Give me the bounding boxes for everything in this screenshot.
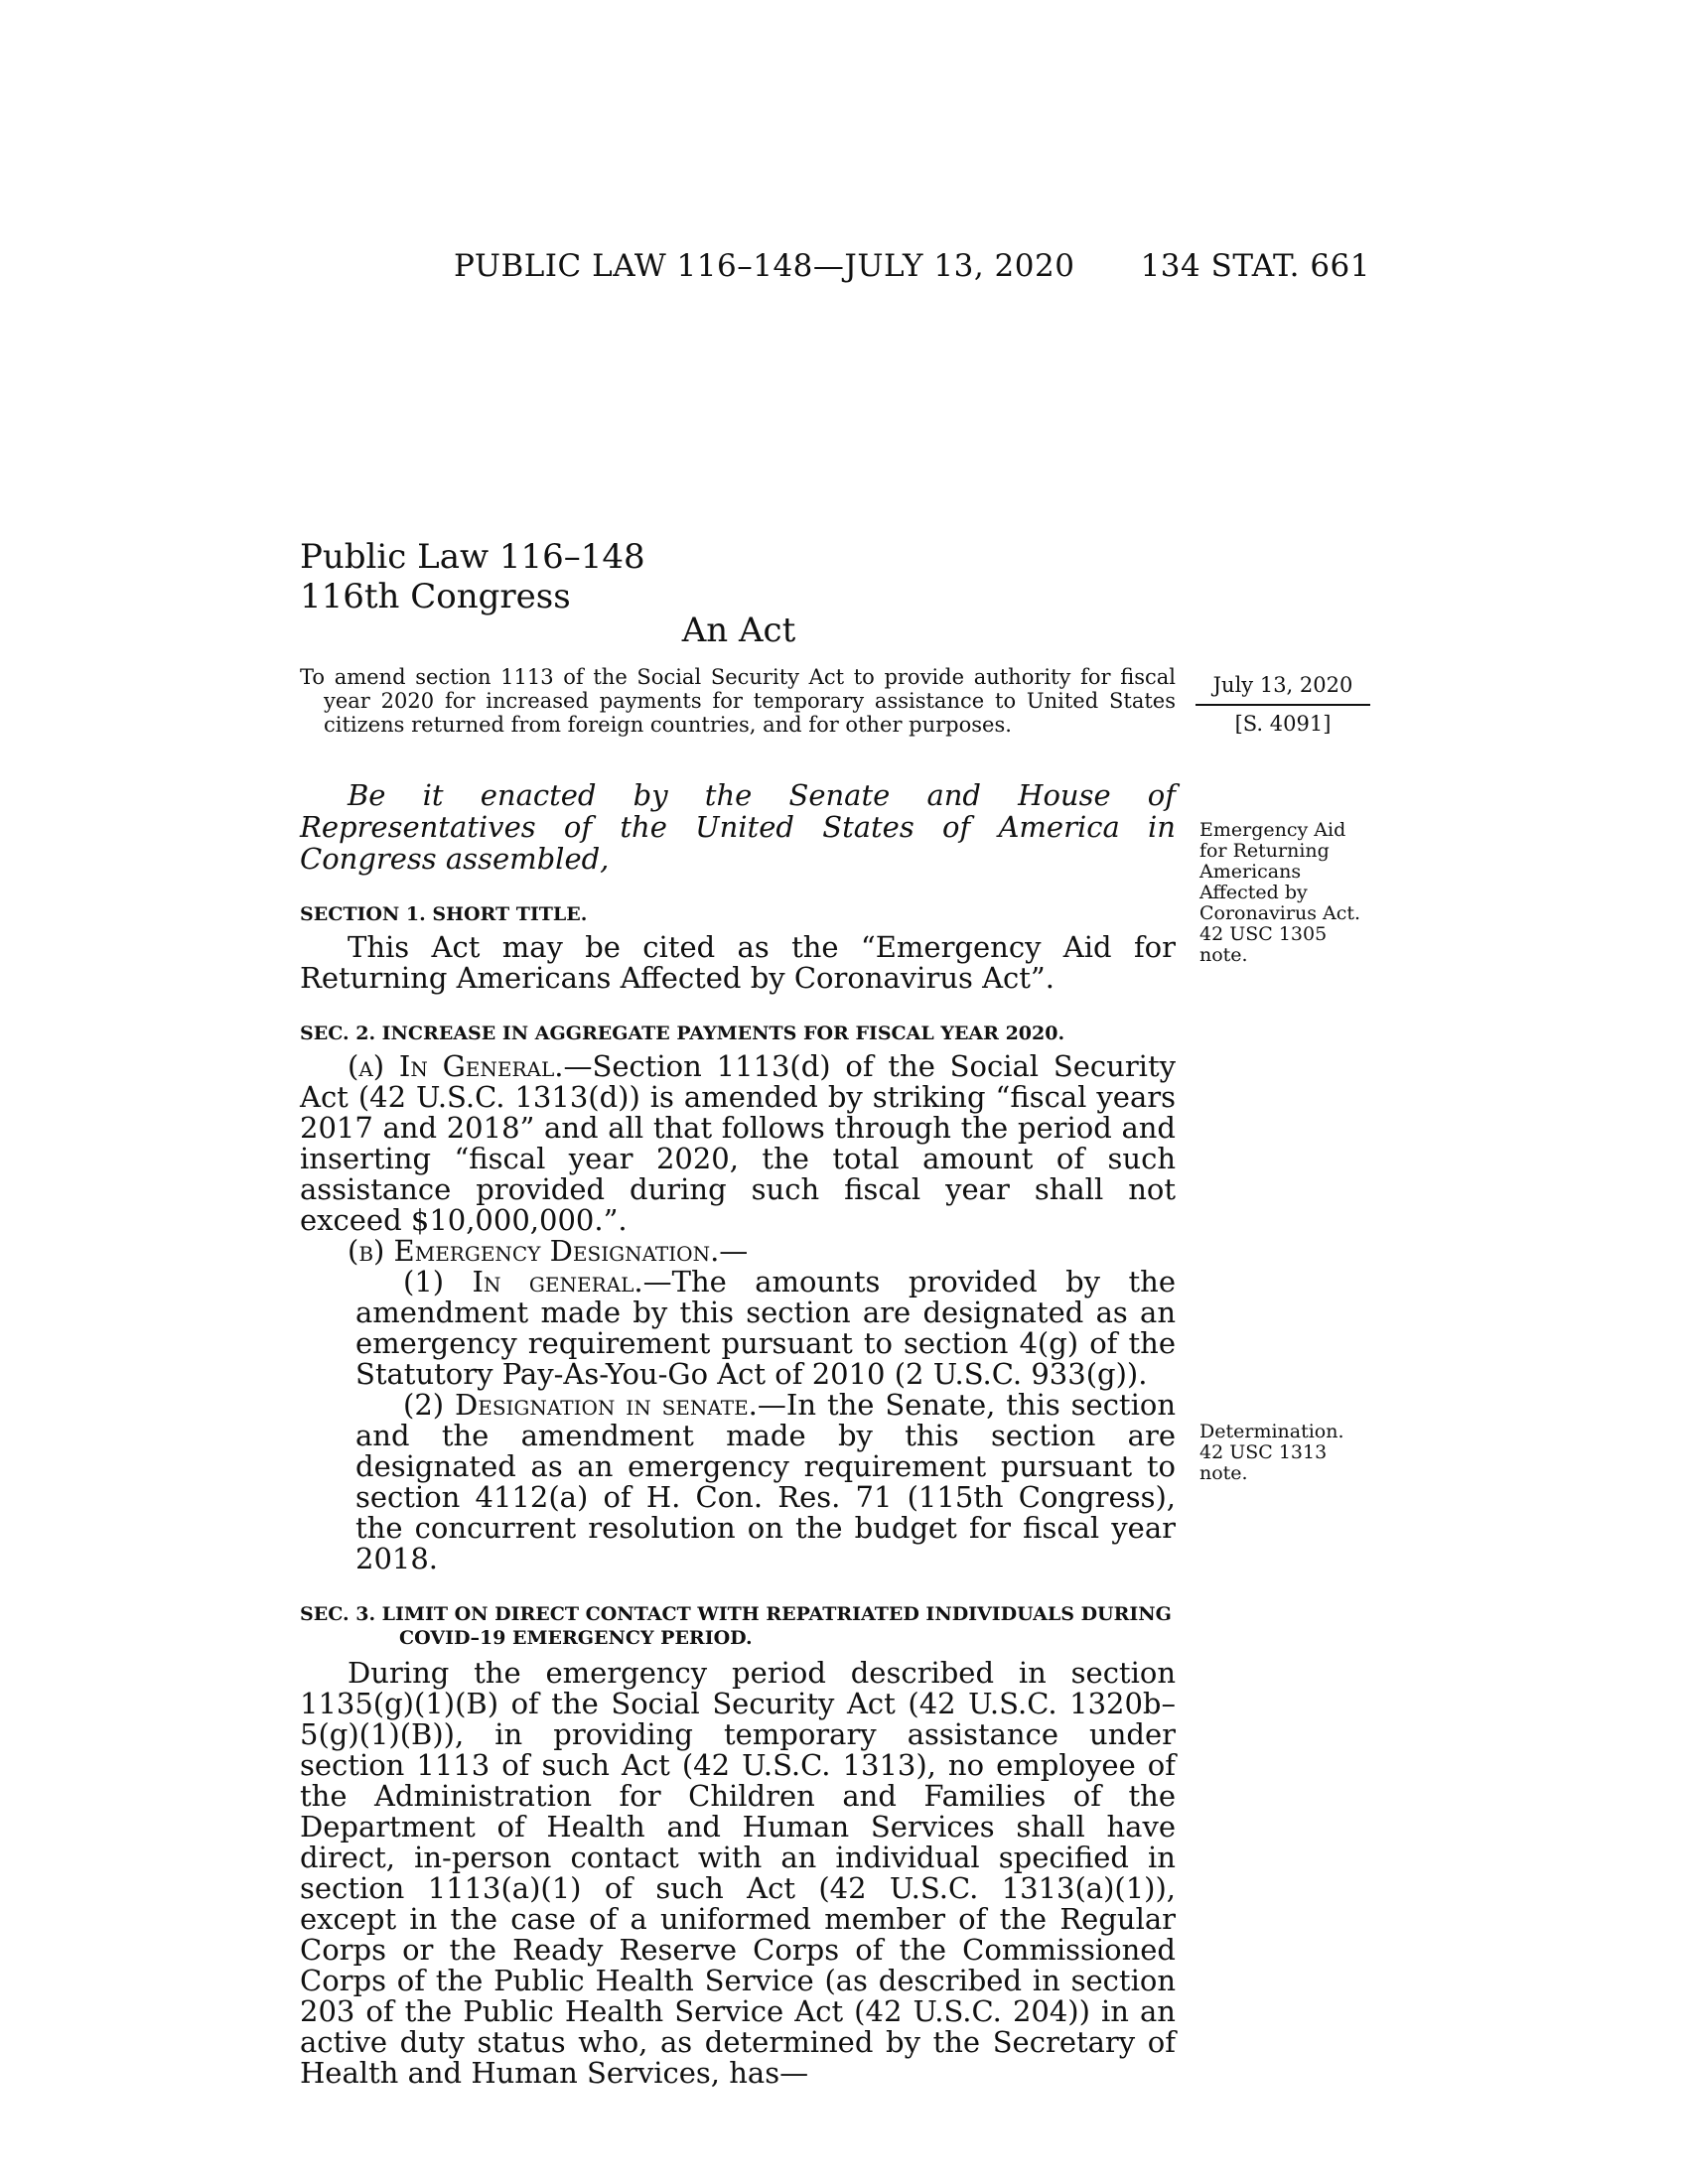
section-2a-text: Section 1113(d) of the Social Security Act (42 U.S.C. 1313(d)) is amended by striking “fiscal years 2017 and 2018” and all that follows through the period and inserting “fiscal year 2020, the total amount of such assistance provided during such fiscal year shall not exceed $10,000,000.”. (300, 1049, 1176, 1237)
section-2b1-paragraph (300, 1267, 1176, 1390)
enactment-date: July 13, 2020 (1196, 675, 1370, 706)
margin-note-line: Coronavirus Act. (1199, 902, 1361, 924)
section-2-heading: SEC. 2. INCREASE IN AGGREGATE PAYMENTS FOR FISCAL YEAR 2020. (300, 1023, 1065, 1044)
congress-number: 116th Congress (300, 577, 571, 616)
stat-page-number: 134 STAT. 661 (1140, 248, 1370, 284)
section-2b1-text: The amounts provided by the amendment made by this section are designated as an emergency requirement pursuant to section 4(g) of the Statutory Pay-As-You-Go Act of 2010 (2 U.S.C. 933(g)). (355, 1265, 1176, 1391)
margin-note-line: Americans (1199, 861, 1302, 883)
margin-note-line: note. (1199, 944, 1248, 966)
section-3-heading: SEC. 3. LIMIT ON DIRECT CONTACT WITH REPATRIATED INDIVIDUALS DURING COVID–19 EMERGENCY PERIOD. (300, 1603, 1172, 1649)
main-text (300, 665, 1176, 2089)
margin-note-line: for Returning (1199, 840, 1330, 862)
section-2a-label: (a) In General.— (348, 1049, 593, 1083)
section-1-text: This Act may be cited as the “Emergency Aid for Returning Americans Affected by Coronavirus Act”. (300, 930, 1176, 995)
section-2b2-text: In the Senate, this section and the amendment made by this section are designated as an emergency requirement pursuant to section 4112(a) of H. Con. Res. 71 (115th Congress), the concurrent resolution on the budget for fiscal year 2018. (355, 1388, 1176, 1575)
margin-note-line: 42 USC 1313 (1199, 1441, 1328, 1463)
margin-note-determination (1199, 1422, 1374, 1484)
section-1-heading: SECTION 1. SHORT TITLE. (300, 903, 588, 925)
section-2b1-label: (1) In general.— (403, 1265, 672, 1298)
enacting-clause: Be it enacted by the Senate and House of Representatives of the United States of America in Congress assembled, (300, 778, 1176, 876)
margin-note-line: Emergency Aid (1199, 819, 1346, 841)
section-2b2-label: (2) Designation in senate.— (403, 1388, 786, 1422)
act-heading: An Act (681, 611, 796, 650)
page-header (298, 248, 1370, 288)
law-title-block (300, 537, 645, 616)
section-2a-paragraph (300, 1051, 1176, 1236)
section-2b-heading (300, 1236, 1176, 1267)
margin-note-line: Affected by (1199, 882, 1308, 903)
running-head: PUBLIC LAW 116–148—JULY 13, 2020 (454, 248, 1075, 284)
bill-number: [S. 4091] (1234, 712, 1332, 736)
margin-note-line: note. (1199, 1462, 1248, 1484)
section-2b-label: (b) Emergency Designation.— (348, 1234, 749, 1268)
margin-note-line: Determination. (1199, 1421, 1344, 1442)
date-block (1196, 675, 1370, 735)
margin-note-line: 42 USC 1305 (1199, 923, 1328, 945)
margin-note-short-title (1199, 820, 1374, 966)
purpose-clause: To amend section 1113 of the Social Security Act to provide authority for fiscal year 2020 for increased payments for temporary assistance to United States citizens returned from foreign countries, and for other purposes. (300, 665, 1176, 737)
section-3-text: During the emergency period described in section 1135(g)(1)(B) of the Social Security Act (42 U.S.C. 1320b–5(g)(1)(B)), in providing temporary assistance under section 1113 of such Act (42 U.S.C. 1313), no employee of the Administration for Children and Families of the Department of Health and Human Services shall have direct, in-person contact with an individual specified in section 1113(a)(1) of such Act (42 U.S.C. 1313(a)(1)), except in the case of a uniformed member of the Regular Corps or the Ready Reserve Corps of the Commissioned Corps of the Public Health Service (as described in section 203 of the Public Health Service Act (42 U.S.C. 204)) in an active duty status who, as determined by the Secretary of Health and Human Services, has— (300, 1656, 1176, 2090)
section-2b2-paragraph (300, 1390, 1176, 1574)
public-law-number: Public Law 116–148 (300, 537, 645, 577)
